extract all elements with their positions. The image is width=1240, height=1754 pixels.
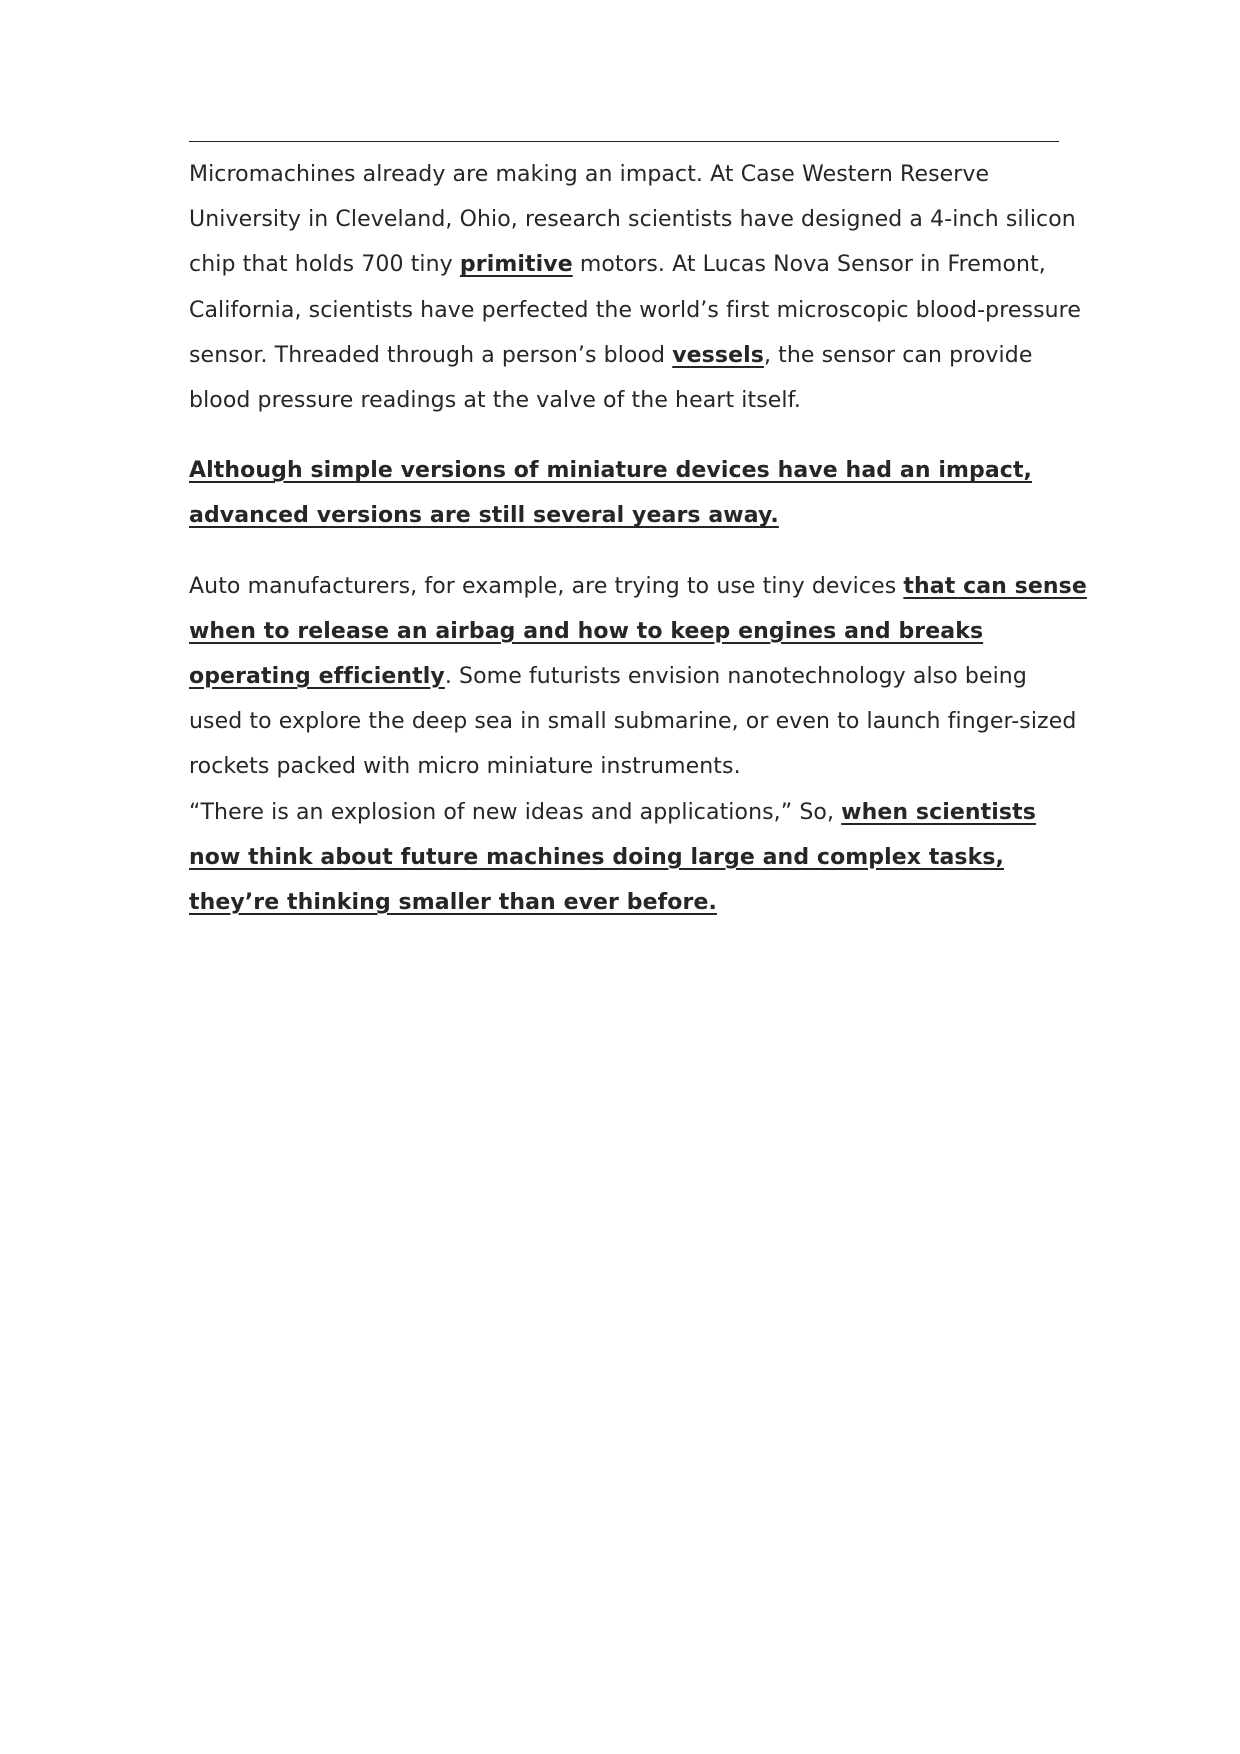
underlined-phrase: now think about future machines doing large and complex tasks, <box>189 844 1005 870</box>
paragraph-gap <box>189 539 1059 564</box>
text-run: rockets packed with micro miniature instruments. <box>189 754 741 780</box>
paragraph-micromachines <box>189 152 1081 423</box>
text-line <box>189 152 1059 197</box>
text-line <box>189 654 1059 699</box>
text-line <box>189 835 1059 880</box>
underlined-phrase: when scientists <box>841 799 1036 825</box>
text-line <box>189 744 1059 789</box>
text-line <box>189 333 1059 378</box>
text-line <box>189 242 1059 287</box>
text-run: Micromachines already are making an impact. At Case Western Reserve <box>189 162 990 187</box>
underlined-phrase: when to release an airbag and how to keep engines and breaks <box>189 618 984 644</box>
text-line <box>189 699 1077 744</box>
text-line <box>189 790 1059 835</box>
paragraph-gap <box>189 423 1059 448</box>
text-run: sensor. Threaded through a person’s blood <box>189 342 673 368</box>
text-run: . Some futurists envision nanotechnology also being <box>444 664 1027 690</box>
text-run: chip that holds 700 tiny <box>189 252 460 278</box>
underlined-word-vessels: vessels <box>672 342 764 368</box>
underlined-word-primitive: primitive <box>459 252 573 278</box>
text-run: California, scientists have perfected the world’s first microscopic blood-pressure <box>189 297 1081 323</box>
underlined-phrase: they’re thinking smaller than ever before. <box>189 890 717 916</box>
underlined-sentence: Although simple versions of miniature devices have had an impact, <box>189 458 1033 484</box>
text-line <box>189 880 1059 925</box>
text-run: University in Cleveland, Ohio, research scientists have designed a 4-inch silicon <box>189 207 1076 233</box>
text-run: , the sensor can provide <box>763 342 1033 368</box>
text-line <box>189 378 1059 423</box>
text-line <box>189 448 1059 493</box>
underlined-phrase: operating efficiently <box>189 664 445 690</box>
text-run: used to explore the deep sea in small submarine, or even to launch finger-sized <box>189 709 1077 735</box>
document-page <box>189 141 1087 925</box>
text-run: blood pressure readings at the valve of the heart itself. <box>189 388 801 414</box>
text-run: “There is an explosion of new ideas and applications,” So, <box>189 799 842 825</box>
text-line <box>189 609 1059 654</box>
header-rule <box>189 141 1059 142</box>
text-run: Auto manufacturers, for example, are trying to use tiny devices <box>189 573 904 599</box>
underlined-phrase: that can sense <box>903 573 1087 599</box>
text-line <box>189 564 1087 609</box>
paragraph-advanced-versions <box>189 448 1059 538</box>
text-run: motors. At Lucas Nova Sensor in Fremont, <box>572 252 1046 278</box>
underlined-sentence: advanced versions are still several years away. <box>189 503 779 529</box>
text-line <box>189 197 1076 242</box>
text-line <box>189 493 1059 538</box>
paragraph-auto-manufacturers <box>189 564 1087 926</box>
text-line <box>189 288 1081 333</box>
